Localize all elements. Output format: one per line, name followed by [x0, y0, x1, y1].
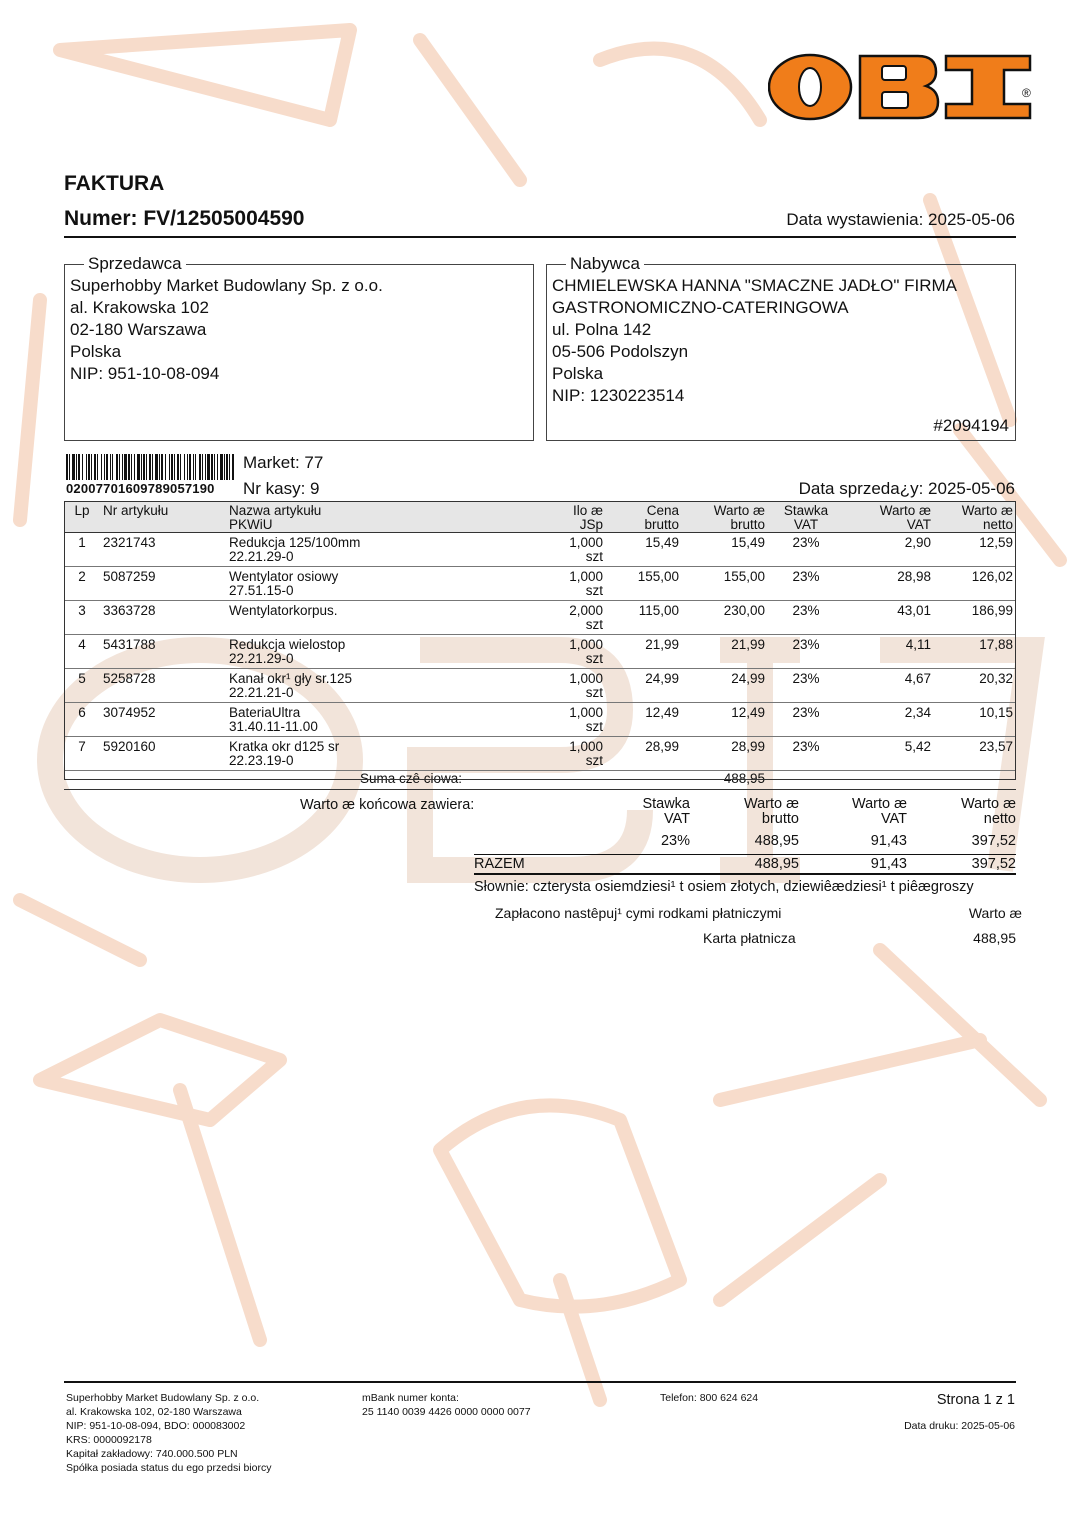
summary-net: 397,52 — [971, 833, 1016, 849]
total-label: RAZEM — [474, 856, 525, 872]
table-row — [64, 669, 1016, 703]
item-vat-rate: 23% — [768, 737, 844, 771]
col-header-vat-line1: Warto æ — [879, 503, 931, 518]
table-row — [64, 635, 1016, 669]
item-pkwiu: 22.21.21-0 — [229, 685, 294, 700]
item-lp: 4 — [64, 635, 100, 669]
item-name-text: Wentylator osiowy — [229, 569, 339, 584]
barcode-number: 02007701609789057190 — [66, 481, 215, 496]
subtotal-value: 488,95 — [682, 771, 768, 790]
col-header-nr: Nr artykułu — [100, 502, 226, 533]
buyer-line: NIP: 1230223514 — [552, 386, 685, 405]
barcode-image — [66, 454, 236, 480]
item-gross: 24,99 — [682, 669, 768, 703]
buyer-line: 05-506 Podolszyn — [552, 342, 689, 361]
summary-head-vat-1: Warto æ — [851, 796, 907, 812]
summary-vat: 91,43 — [870, 833, 907, 849]
obi-logo — [768, 52, 1036, 122]
summary-divider — [474, 854, 1016, 855]
footer-company-line: NIP: 951-10-08-094, BDO: 000083002 — [66, 1420, 246, 1432]
col-header-price-line2: brutto — [644, 517, 679, 532]
document-title: FAKTURA — [64, 172, 165, 195]
summary-label: Warto æ końcowa zawiera: — [300, 797, 475, 813]
item-gross: 12,49 — [682, 703, 768, 737]
summary-head-gross-1: Warto æ — [743, 796, 799, 812]
item-vat-rate: 23% — [768, 567, 844, 601]
buyer-line: Polska — [552, 364, 604, 383]
summary-head-rate-2: VAT — [663, 811, 690, 827]
item-name-text: Kratka okr d125 sr — [229, 739, 340, 754]
item-number: 2321743 — [100, 533, 226, 567]
footer-bank — [362, 1391, 531, 1419]
item-gross: 155,00 — [682, 567, 768, 601]
item-vat-rate: 23% — [768, 601, 844, 635]
payment-amount: 488,95 — [973, 930, 1016, 946]
item-number: 5258728 — [100, 669, 226, 703]
item-net: 10,15 — [934, 703, 1016, 737]
item-lp: 2 — [64, 567, 100, 601]
item-net: 20,32 — [934, 669, 1016, 703]
buyer-code: #2094194 — [933, 416, 1009, 435]
summary-head-net-1: Warto æ — [960, 796, 1016, 812]
item-number: 5920160 — [100, 737, 226, 771]
header-divider — [64, 236, 1016, 238]
item-net: 186,99 — [934, 601, 1016, 635]
footer-bank-line: mBank numer konta: — [362, 1392, 459, 1404]
item-gross: 28,99 — [682, 737, 768, 771]
item-lp: 1 — [64, 533, 100, 567]
item-unit: szt — [585, 685, 603, 700]
item-vat-rate: 23% — [768, 533, 844, 567]
items-table — [64, 501, 1016, 790]
item-price: 28,99 — [606, 737, 682, 771]
col-header-gross — [682, 502, 768, 533]
item-name — [226, 533, 542, 567]
table-row — [64, 601, 1016, 635]
summary-head-rate-1: Stawka — [642, 796, 690, 812]
col-header-name — [226, 502, 542, 533]
item-pkwiu: 22.21.29-0 — [229, 651, 294, 666]
item-gross: 230,00 — [682, 601, 768, 635]
buyer-line: ul. Polna 142 — [552, 320, 652, 339]
item-unit: szt — [585, 719, 603, 734]
item-vat-rate: 23% — [768, 635, 844, 669]
summary-head-net — [961, 797, 1016, 827]
subtotal-spacer — [768, 771, 1016, 790]
total-gross: 488,95 — [754, 856, 799, 872]
item-number: 3074952 — [100, 703, 226, 737]
footer-company-line: Spółka posiada status du ego przedsi biorcy — [66, 1462, 272, 1474]
footer-company — [66, 1391, 271, 1475]
summary-rate: 23% — [660, 833, 690, 849]
item-vat: 2,34 — [844, 703, 934, 737]
register-number: Nr kasy: 9 — [243, 479, 320, 498]
item-vat: 43,01 — [844, 601, 934, 635]
sale-date: Data sprzeda¿y: 2025-05-06 — [798, 479, 1015, 498]
subtotal-row — [64, 771, 1016, 790]
footer-company-line: Superhobby Market Budowlany Sp. z o.o. — [66, 1392, 260, 1404]
subtotal-spacer — [606, 771, 682, 790]
table-header-row — [64, 502, 1016, 533]
seller-box — [64, 253, 534, 441]
item-vat: 2,90 — [844, 533, 934, 567]
buyer-line: GASTRONOMICZNO-CATERINGOWA — [552, 298, 849, 317]
payment-method: Karta płatnicza — [703, 930, 796, 946]
col-header-qty — [542, 502, 606, 533]
col-header-price — [606, 502, 682, 533]
col-header-name-line1: Nazwa artykułu — [229, 503, 322, 518]
item-net: 17,88 — [934, 635, 1016, 669]
item-unit: szt — [585, 549, 603, 564]
item-pkwiu: 22.21.29-0 — [229, 549, 294, 564]
item-number: 5087259 — [100, 567, 226, 601]
buyer-legend: Nabywca — [570, 254, 640, 273]
amount-in-words: Słownie: czterysta osiemdziesi¹ t osiem złotych, dziewiêædziesi¹ t piêægroszy — [474, 879, 974, 895]
buyer-box — [546, 253, 1016, 441]
item-vat: 4,11 — [844, 635, 934, 669]
item-qty — [542, 703, 606, 737]
item-price: 155,00 — [606, 567, 682, 601]
item-name-text: BateriaUltra — [229, 705, 301, 720]
item-pkwiu: 22.23.19-0 — [229, 753, 294, 768]
col-header-gross-line1: Warto æ — [713, 503, 765, 518]
col-header-name-line2: PKWiU — [229, 517, 273, 532]
table-row — [64, 567, 1016, 601]
market-number: Market: 77 — [243, 453, 324, 472]
col-header-lp: Lp — [64, 502, 100, 533]
total-divider — [474, 873, 1016, 875]
item-name-text: Redukcja wielostop — [229, 637, 346, 652]
item-unit: szt — [585, 617, 603, 632]
subtotal-spacer — [542, 771, 606, 790]
table-row — [64, 737, 1016, 771]
summary-head-vat — [852, 797, 907, 827]
summary-head-gross-2: brutto — [761, 811, 799, 827]
item-qty — [542, 533, 606, 567]
footer-bank-line: 25 1140 0039 4426 0000 0000 0077 — [362, 1406, 531, 1418]
col-header-rate — [768, 502, 844, 533]
page-number: Strona 1 z 1 — [936, 1392, 1015, 1408]
item-lp: 7 — [64, 737, 100, 771]
item-price: 12,49 — [606, 703, 682, 737]
item-price: 21,99 — [606, 635, 682, 669]
item-qty — [542, 669, 606, 703]
table-row — [64, 703, 1016, 737]
item-net: 23,57 — [934, 737, 1016, 771]
summary-head-gross — [744, 797, 799, 827]
total-net: 397,52 — [971, 856, 1016, 872]
item-price: 115,00 — [606, 601, 682, 635]
item-vat: 5,42 — [844, 737, 934, 771]
item-qty-value: 1,000 — [569, 739, 603, 754]
item-qty-value: 1,000 — [569, 569, 603, 584]
summary-head-rate — [642, 797, 690, 827]
col-header-net — [934, 502, 1016, 533]
subtotal-label: Suma czê ciowa: — [64, 771, 542, 790]
registered-mark: ® — [1022, 86, 1031, 100]
item-unit: szt — [585, 753, 603, 768]
item-vat-rate: 23% — [768, 669, 844, 703]
item-number: 5431788 — [100, 635, 226, 669]
col-header-gross-line2: brutto — [730, 517, 765, 532]
item-qty-value: 1,000 — [569, 671, 603, 686]
item-vat: 4,67 — [844, 669, 934, 703]
footer-divider — [64, 1381, 1016, 1383]
item-name-text: Wentylatorkorpus. — [229, 603, 338, 618]
item-name-text: Kanał okr¹ gły sr.125 — [229, 671, 353, 686]
col-header-rate-line2: VAT — [793, 517, 819, 532]
item-vat-rate: 23% — [768, 703, 844, 737]
item-gross: 21,99 — [682, 635, 768, 669]
item-qty — [542, 567, 606, 601]
seller-legend: Sprzedawca — [88, 254, 182, 273]
col-header-net-line2: netto — [982, 517, 1013, 532]
col-header-rate-line1: Stawka — [783, 503, 829, 518]
summary-head-vat-2: VAT — [880, 811, 907, 827]
item-name — [226, 703, 542, 737]
payment-label: Zapłacono nastêpuj¹ cymi rodkami płatniczymi — [495, 905, 782, 921]
item-number: 3363728 — [100, 601, 226, 635]
seller-line: Polska — [70, 342, 122, 361]
col-header-qty-line2: JSp — [579, 517, 603, 532]
col-header-qty-line1: Ilo æ — [572, 503, 603, 518]
item-net: 126,02 — [934, 567, 1016, 601]
item-net: 12,59 — [934, 533, 1016, 567]
col-header-vat — [844, 502, 934, 533]
item-qty — [542, 601, 606, 635]
footer-company-line: al. Krakowska 102, 02-180 Warszawa — [66, 1406, 242, 1418]
item-unit: szt — [585, 651, 603, 666]
invoice-number: Numer: FV/12505004590 — [64, 207, 305, 230]
col-header-vat-line2: VAT — [906, 517, 931, 532]
item-name — [226, 737, 542, 771]
item-qty-value: 1,000 — [569, 705, 603, 720]
item-qty — [542, 737, 606, 771]
footer-phone: Telefon: 800 624 624 — [660, 1392, 759, 1404]
item-name — [226, 601, 542, 635]
seller-line: NIP: 951-10-08-094 — [70, 364, 220, 383]
summary-head-net-2: netto — [983, 811, 1016, 827]
item-name — [226, 567, 542, 601]
seller-line: Superhobby Market Budowlany Sp. z o.o. — [70, 276, 383, 295]
col-header-price-line1: Cena — [646, 503, 679, 518]
table-row — [64, 533, 1016, 567]
payment-value-header: Warto æ — [968, 905, 1022, 921]
item-lp: 3 — [64, 601, 100, 635]
item-name-text: Redukcja 125/100mm — [229, 535, 361, 550]
total-vat: 91,43 — [870, 856, 907, 872]
item-name — [226, 635, 542, 669]
col-header-net-line1: Warto æ — [961, 503, 1013, 518]
item-qty-value: 1,000 — [569, 535, 603, 550]
item-price: 15,49 — [606, 533, 682, 567]
item-qty-value: 2,000 — [569, 603, 603, 618]
item-pkwiu: 27.51.15-0 — [229, 583, 294, 598]
item-lp: 5 — [64, 669, 100, 703]
footer-company-line: KRS: 0000092178 — [66, 1434, 152, 1446]
summary-gross: 488,95 — [754, 833, 799, 849]
item-vat: 28,98 — [844, 567, 934, 601]
item-unit: szt — [585, 583, 603, 598]
print-date: Data druku: 2025-05-06 — [904, 1420, 1015, 1432]
footer-company-line: Kapitał zakładowy: 740.000.500 PLN — [66, 1448, 238, 1460]
item-pkwiu: 31.40.11-11.00 — [229, 719, 318, 734]
item-lp: 6 — [64, 703, 100, 737]
item-qty-value: 1,000 — [569, 637, 603, 652]
buyer-line: CHMIELEWSKA HANNA "SMACZNE JADŁO" FIRMA — [552, 276, 958, 295]
item-qty — [542, 635, 606, 669]
item-price: 24,99 — [606, 669, 682, 703]
item-gross: 15,49 — [682, 533, 768, 567]
item-name — [226, 669, 542, 703]
seller-line: 02-180 Warszawa — [70, 320, 207, 339]
seller-line: al. Krakowska 102 — [70, 298, 209, 317]
issue-date: Data wystawienia: 2025-05-06 — [786, 210, 1015, 229]
